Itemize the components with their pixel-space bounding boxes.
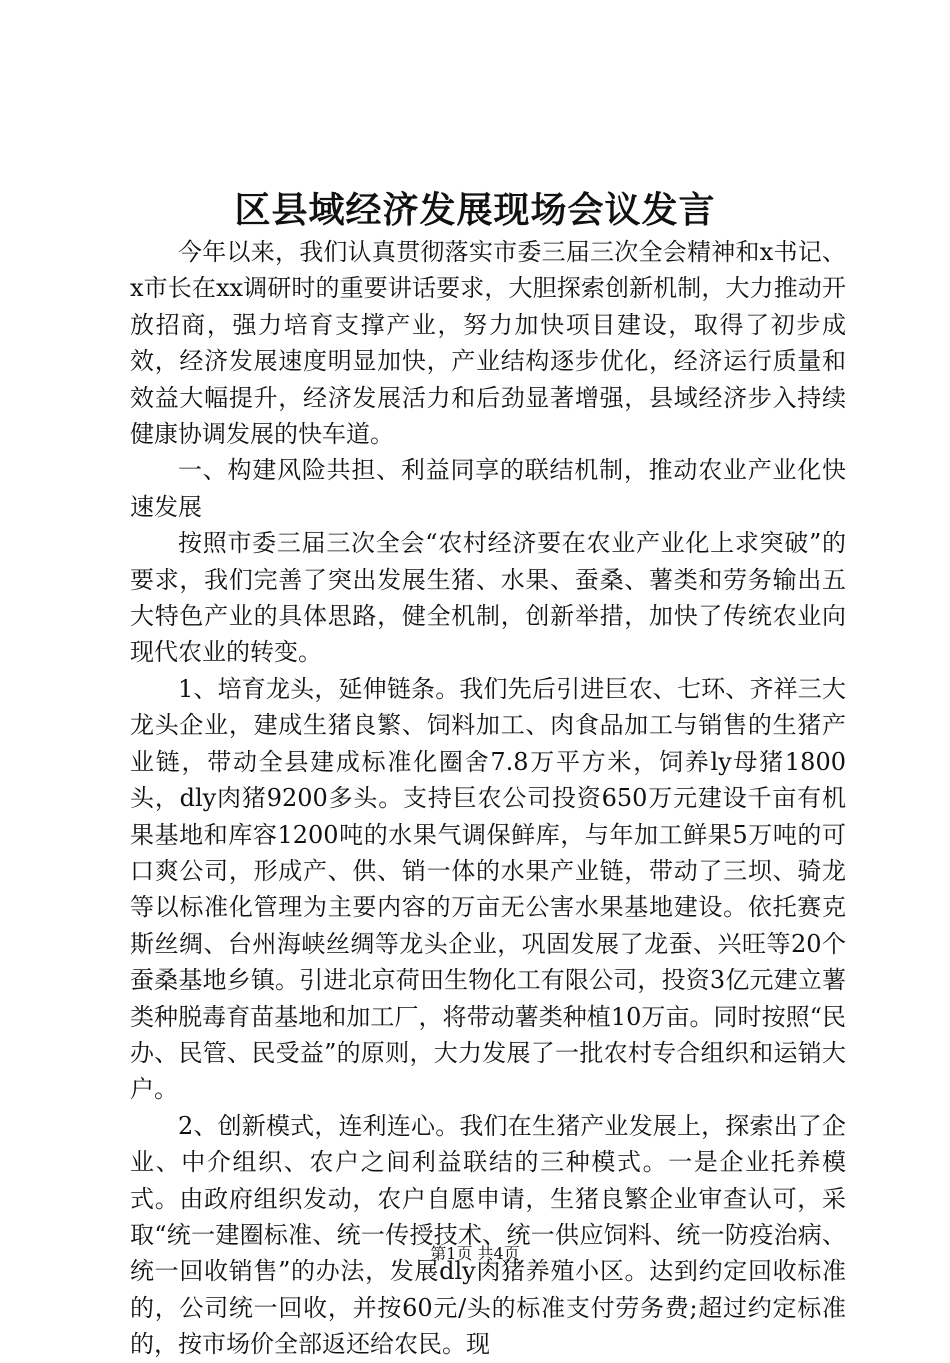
paragraph-item-1: 1、培育龙头，延伸链条。我们先后引进巨农、七环、齐祥三大龙头企业，建成生猪良繁、饲料加工、肉食品加工与销售的生猪产业链，带动全县建成标准化圈舍7.8万平方米，饲养ly母猪1800头，dly肉猪9200多头。支持巨农公司投资650万元建设千亩有机果基地和库容1200吨的水果气调保鲜库，与年加工鲜果5万吨的可口爽公司，形成产、供、销一体的水果产业链，带动了三坝、骑龙等以标准化管理为主要内容的万亩无公害水果基地建设。依托赛克斯丝绸、台州海峡丝绸等龙头企业，巩固发展了龙蚕、兴旺等20个蚕桑基地乡镇。引进北京荷田生物化工有限公司，投资3亿元建立薯类种脱毒育苗基地和加工厂，将带动薯类种植10万亩。同时按照“民办、民管、民受益”的原则，大力发展了一批农村专合组织和运销大户。 <box>130 674 846 1104</box>
section-heading-1: 一、构建风险共担、利益同享的联结机制，推动农业产业化快速发展 <box>130 456 846 521</box>
paragraph-section-1: 按照市委三届三次全会“农村经济要在农业产业化上求突破”的要求，我们完善了突出发展生猪、水果、蚕桑、薯类和劳务输出五大特色产业的具体思路，健全机制，创新举措，加快了传统农业向现代农业的转变。 <box>130 529 846 667</box>
page-number-footer: 第1页 共4页 <box>430 1244 520 1263</box>
document-title: 区县域经济发展现场会议发言 <box>234 189 716 231</box>
paragraph-item-2: 2、创新模式，连利连心。我们在生猪产业发展上，探索出了企业、中介组织、农户之间利益联结的三种模式。一是企业托养模式。由政府组织发动，农户自愿申请，生猪良繁企业审查认可，采取“统一建圈标准、统一传授技术、统一供应饲料、统一防疫治病、统一回收销售”的办法，发展dly肉猪养殖小区。达到约定回收标准的，公司统一回收，并按60元/头的标准支付劳务费;超过约定标准的，按市场价全部返还给农民。现 <box>130 1111 846 1359</box>
paragraph-intro: 今年以来，我们认真贯彻落实市委三届三次全会精神和x书记、x市长在xx调研时的重要讲话要求，大胆探索创新机制，大力推动开放招商，强力培育支撑产业，努力加快项目建设，取得了初步成效，经济发展速度明显加快，产业结构逐步优化，经济运行质量和效益大幅提升，经济发展活力和后劲显著增强，县域经济步入持续健康协调发展的快车道。 <box>130 238 846 449</box>
document-body <box>130 234 846 1363</box>
